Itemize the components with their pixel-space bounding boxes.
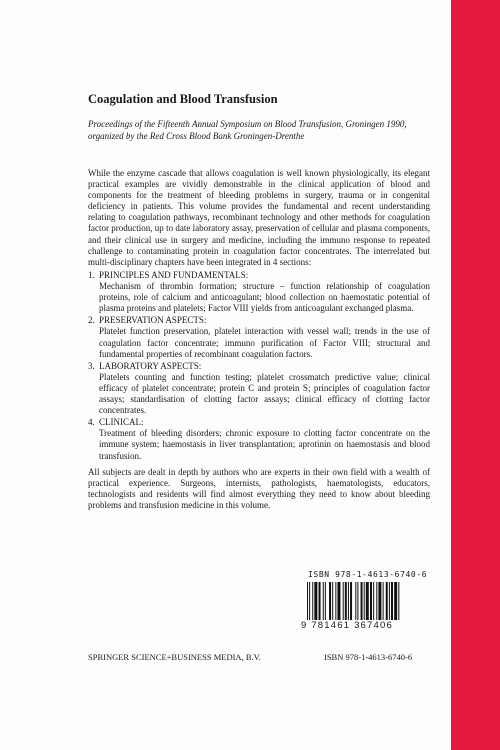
- barcode-bar: [378, 582, 381, 620]
- isbn-number: ISBN 978-1-4613-6740-6: [324, 652, 413, 662]
- barcode-bar: [383, 582, 384, 620]
- barcode-bar: [350, 582, 352, 620]
- barcode-bar: [345, 582, 347, 620]
- barcode-bar: [335, 582, 336, 620]
- barcode-bar: [325, 582, 326, 620]
- section-heading: PRINCIPLES AND FUNDAMENTALS:: [99, 270, 249, 280]
- book-title: Coagulation and Blood Transfusion: [88, 92, 278, 106]
- section-item: [88, 361, 430, 416]
- section-number: 1.: [88, 270, 95, 280]
- barcode-bar: [389, 582, 390, 620]
- barcode-bar: [376, 582, 377, 620]
- barcode-bar: [355, 582, 356, 620]
- barcode-bar: [364, 582, 365, 620]
- section-body: Platelet function preservation, platelet interaction with vessel wall; trends in the use of coagulation factor concentrate; immuno purification of Factor VIII; structural and fundamental properties of recombinant coagulation factors.: [99, 326, 430, 359]
- section-heading: CLINICAL:: [99, 417, 144, 428]
- section-heading: LABORATORY ASPECTS:: [99, 360, 202, 371]
- barcode-bar: [319, 582, 321, 620]
- barcode-bar: [373, 582, 374, 620]
- section-item: [88, 270, 430, 314]
- section-item: [88, 417, 430, 461]
- barcode-bar: [309, 582, 310, 620]
- section-item: [88, 315, 430, 359]
- barcode-bar: [312, 582, 313, 620]
- section-body: Mechanism of thrombin formation; structure – function relationship of coagulation proteins, role of calcium and anticoagulant; blood collection on haemostatic potential of plasma proteins and platelets; Factor VIII yields from anticoagulant exchanged plasma.: [99, 281, 430, 314]
- barcode-bar: [398, 582, 399, 620]
- barcode-bar: [394, 582, 397, 620]
- barcode-bar: [307, 582, 308, 620]
- barcode-image: [307, 582, 429, 620]
- barcode-bar: [343, 582, 344, 620]
- barcode-bar: [348, 582, 349, 620]
- barcode-bar: [386, 582, 388, 620]
- section-number: 2.: [88, 315, 95, 326]
- barcode-bar: [329, 582, 331, 620]
- publisher-name: SPRINGER SCIENCE+BUSINESS MEDIA, B.V.: [88, 652, 261, 662]
- section-number: 3.: [88, 360, 95, 371]
- section-number: 4.: [88, 417, 95, 428]
- intro-paragraph: While the enzyme cascade that allows coagulation is well known physiologically, its elegant practical examples are vividly demonstrable in the clinical application of blood and components for the treatment of bleeding problems in surgery, trauma or in congenital deficiency in patients. This volume provides the fundamental and recent understanding relating to coagulation pathways, recombinant technology and other methods for coagulation factor production, up to date laboratory assay, preservation of cellular and plasma components, and their clinical use in surgery and medicine, including the immuno response to repeated challenge to contaminating protein in coagulation factor concentrates. The interrelated but multi-disciplinary chapters have been integrated in 4 sections:: [88, 168, 430, 267]
- barcode-bar: [361, 582, 363, 620]
- barcode-bar: [391, 582, 393, 620]
- section-body: Treatment of bleeding disorders; chronic exposure to clotting factor concentrate on the immune system; haemostasis in liver transplantation; aprotinin on haemostasis and blood transfusion.: [99, 428, 430, 461]
- barcode-bar: [366, 582, 369, 620]
- book-subtitle: Proceedings of the Fifteenth Annual Symposium on Blood Transfusion, Groningen 1990, organized by the Red Cross Blood Bank Groningen-Drenthe: [88, 119, 407, 141]
- closing-paragraph: All subjects are dealt in depth by authors who are experts in their own field with a wealth of practical experience. Surgeons, internists, pathologists, haematologists, educators, technologists and residents will find almost everything they need to know about bleeding problems and transfusion medicine in this volume.: [88, 467, 430, 511]
- barcode-digits: 9 781461 367406: [301, 620, 393, 631]
- red-spine-band: [451, 0, 500, 750]
- section-body: Platelets counting and function testing; platelet crossmatch predictive value; clinical efficacy of platelet concentrate; protein C and protein S; principles of coagulation factor assays; standardisation of clotting factor assays; clinical efficacy of clotting factor concentrates.: [99, 371, 430, 416]
- barcode-bar: [370, 582, 372, 620]
- section-list: [88, 270, 430, 463]
- barcode-bar: [332, 582, 333, 620]
- barcode-bar: [314, 582, 317, 620]
- barcode-bar: [337, 582, 340, 620]
- barcode-bar: [357, 582, 358, 620]
- section-heading: PRESERVATION ASPECTS:: [99, 315, 207, 326]
- barcode-bar: [323, 582, 324, 620]
- barcode-isbn-label: ISBN 978-1-4613-6740-6: [308, 570, 428, 579]
